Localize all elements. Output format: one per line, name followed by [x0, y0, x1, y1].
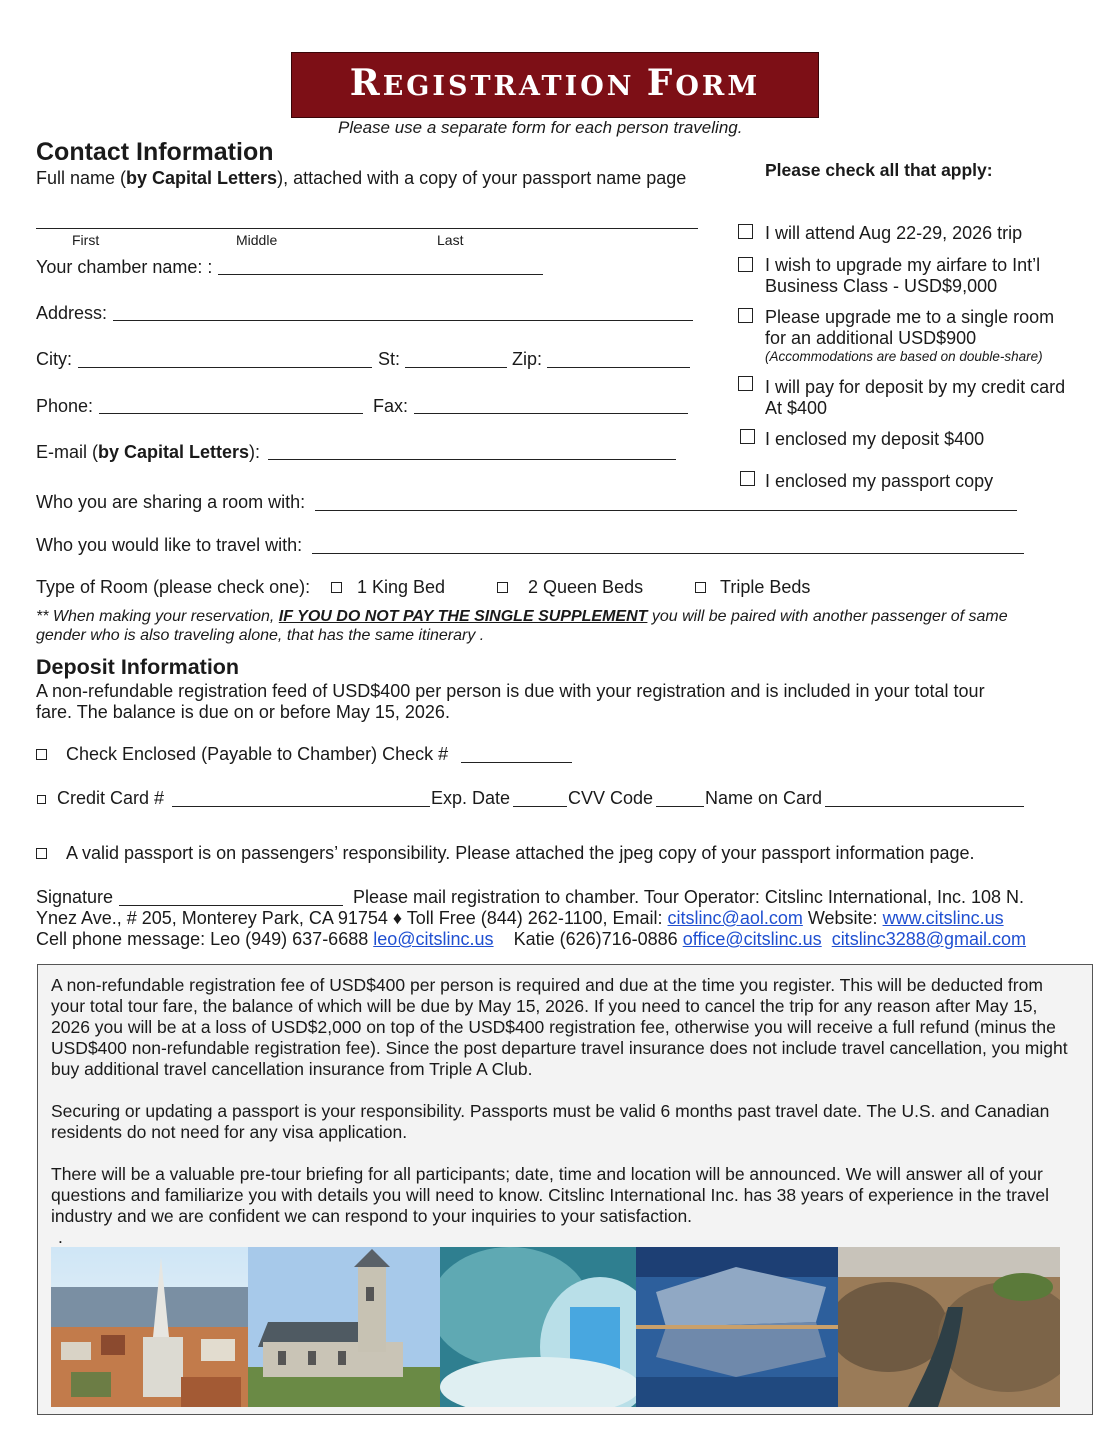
sharing-field[interactable]: [315, 510, 1017, 511]
deposit-text-2: fare. The balance is due on or before May 15, 2026.: [36, 702, 450, 722]
credit-deposit-amount: At $400: [765, 398, 828, 418]
king-bed-checkbox[interactable]: [331, 582, 342, 593]
travel-with-label: Who you would like to travel with:: [36, 535, 303, 555]
passport-responsibility-checkbox[interactable]: [36, 848, 47, 859]
fax-field[interactable]: [414, 413, 688, 414]
state-field[interactable]: [405, 367, 507, 368]
check-enclosed-checkbox[interactable]: [36, 749, 47, 760]
zip-label: Zip:: [512, 349, 543, 369]
room-type-label: Type of Room (please check one):: [36, 577, 311, 597]
phone-field[interactable]: [99, 413, 363, 414]
rock-canyon-photo: [838, 1247, 1060, 1407]
single-supplement-note: ** When making your reservation, IF YOU DO NOT PAY THE SINGLE SUPPLEMENT you will be paired with another passenger of same gender who is also traveling alone, that has the same itinerary .: [36, 608, 1008, 644]
attend-trip-checkbox[interactable]: [738, 224, 753, 239]
queen-beds-checkbox[interactable]: [497, 582, 508, 593]
enclosed-passport-checkbox[interactable]: [740, 471, 755, 486]
title-letter-r: R: [349, 62, 383, 104]
signature-label: Signature: [36, 887, 114, 907]
form-subtitle: Please use a separate form for each person traveling.: [338, 118, 743, 137]
title-letter-f: F: [646, 62, 676, 104]
name-on-card-field[interactable]: [825, 806, 1024, 807]
check-enclosed-label: Check Enclosed (Payable to Chamber) Check #: [66, 744, 449, 764]
signature-field[interactable]: [119, 905, 343, 906]
terms-dot: .: [58, 1227, 63, 1247]
contact-heading: Contact Information: [36, 138, 274, 166]
address-field[interactable]: [113, 320, 693, 321]
cvv-label: CVV Code: [568, 788, 654, 808]
cvv-field[interactable]: [656, 806, 704, 807]
email-label: E-mail (by Capital Letters):: [36, 442, 261, 462]
city-label: City:: [36, 349, 72, 369]
title-word-2: ORM: [675, 71, 761, 102]
city-field[interactable]: [78, 367, 372, 368]
chamber-label: Your chamber name: :: [36, 257, 213, 277]
sharing-label: Who you are sharing a room with:: [36, 492, 306, 512]
credit-card-checkbox[interactable]: [37, 795, 46, 804]
upgrade-airfare-label: I wish to upgrade my airfare to Int’l: [765, 255, 1041, 275]
deposit-heading: Deposit Information: [36, 655, 240, 679]
upgrade-airfare-price: Business Class - USD$9,000: [765, 276, 998, 296]
gmail-link[interactable]: citslinc3288@gmail.com: [831, 929, 1027, 949]
accommodation-note: (Accommodations are based on double-share): [765, 349, 1043, 364]
fax-label: Fax:: [373, 396, 409, 416]
upgrade-airfare-checkbox[interactable]: [738, 257, 753, 272]
single-room-label: Please upgrade me to a single room: [765, 307, 1055, 327]
chamber-field[interactable]: [218, 274, 543, 275]
mail-instruction: Please mail registration to chamber. Tour Operator: Citslinc International, Inc. 108 N.: [353, 887, 1024, 907]
exp-date-field[interactable]: [513, 806, 567, 807]
single-room-price: for an additional USD$900: [765, 328, 977, 348]
fullname-instruction: Full name (by Capital Letters), attached with a copy of your passport name page: [36, 168, 687, 188]
credit-deposit-checkbox[interactable]: [738, 376, 753, 391]
travel-with-field[interactable]: [312, 553, 1024, 554]
deposit-text-1: A non-refundable registration feed of USD$400 per person is due with your registration and is included in your total tour: [36, 681, 985, 701]
checklist-heading: Please check all that apply:: [765, 160, 993, 180]
exp-date-label: Exp. Date: [431, 788, 511, 808]
triple-beds-label: Triple Beds: [720, 577, 811, 597]
phone-label: Phone:: [36, 396, 94, 416]
terms-paragraph-2: Securing or updating a passport is your responsibility. Passports must be valid 6 months past travel date. The U.S. and Canadian residents do not need for any visa application.: [51, 1101, 1050, 1142]
website-link[interactable]: www.citslinc.us: [882, 908, 1004, 928]
check-number-field[interactable]: [461, 762, 572, 763]
queen-beds-label: 2 Queen Beds: [528, 577, 644, 597]
email-link[interactable]: citslinc@aol.com: [667, 908, 803, 928]
triple-beds-checkbox[interactable]: [695, 582, 706, 593]
title-word-1: EGISTRATION: [382, 71, 647, 102]
name-part-last: Last: [437, 232, 464, 248]
state-label: St:: [378, 349, 401, 369]
name-part-middle: Middle: [236, 232, 278, 248]
form-title-banner: [291, 52, 819, 118]
operator-address: Ynez Ave., # 205, Monterey Park, CA 91754 ♦ Toll Free (844) 262-1100, Email: citslinc@aol.com Website: www.citslinc.us: [36, 908, 1004, 928]
city-church-photo: [51, 1247, 248, 1407]
ice-cave-photo: [440, 1247, 636, 1407]
credit-deposit-label: I will pay for deposit by my credit card: [765, 377, 1066, 397]
zip-field[interactable]: [547, 367, 690, 368]
enclosed-deposit-label: I enclosed my deposit $400: [765, 429, 985, 449]
address-label: Address:: [36, 303, 108, 323]
harpa-reflection-photo: [636, 1247, 838, 1407]
leo-email-link[interactable]: leo@citslinc.us: [373, 929, 494, 949]
fullname-field[interactable]: [36, 228, 698, 229]
name-on-card-label: Name on Card: [705, 788, 823, 808]
attend-trip-label: I will attend Aug 22-29, 2026 trip: [765, 223, 1023, 243]
enclosed-deposit-checkbox[interactable]: [740, 429, 755, 444]
cell-contacts: Cell phone message: Leo (949) 637-6688 leo@citslinc.us Katie (626)716-0886 office@citslinc.us citslinc3288@gmail.com: [36, 929, 1027, 949]
terms-paragraph-3: There will be a valuable pre-tour briefing for all participants; date, time and location will be announced. We will answer all of your questions and familiarize you with details you will need to know. Citslinc International Inc. has 38 years of experience in the travel industry and we are confident we can respond to your inquiries to your satisfaction.: [51, 1164, 1050, 1226]
stone-church-photo: [248, 1247, 440, 1407]
terms-paragraph-1: A non-refundable registration fee of USD$400 per person is required and due at the time you register. This will be deducted from your total tour fare, the balance of which will be due by May 15, 2026. If you need to cancel the trip for any reason after May 15, 2026 you will be at a loss of USD$2,000 on top of the USD$400 registration fee, otherwise you will receive a full refund (minus the USD$400 non-refundable registration fee). Since the post departure travel insurance does not include travel cancellation, you might buy additional travel cancellation insurance from Triple A Club.: [51, 975, 1068, 1079]
enclosed-passport-label: I enclosed my passport copy: [765, 471, 994, 491]
name-part-first: First: [72, 232, 100, 248]
passport-responsibility-text: A valid passport is on passengers’ responsibility. Please attached the jpeg copy of your passport information page.: [66, 843, 975, 863]
king-bed-label: 1 King Bed: [357, 577, 446, 597]
email-field[interactable]: [268, 459, 676, 460]
credit-card-field[interactable]: [172, 806, 430, 807]
office-email-link[interactable]: office@citslinc.us: [682, 929, 822, 949]
single-room-checkbox[interactable]: [738, 308, 753, 323]
credit-card-label: Credit Card #: [57, 788, 165, 808]
